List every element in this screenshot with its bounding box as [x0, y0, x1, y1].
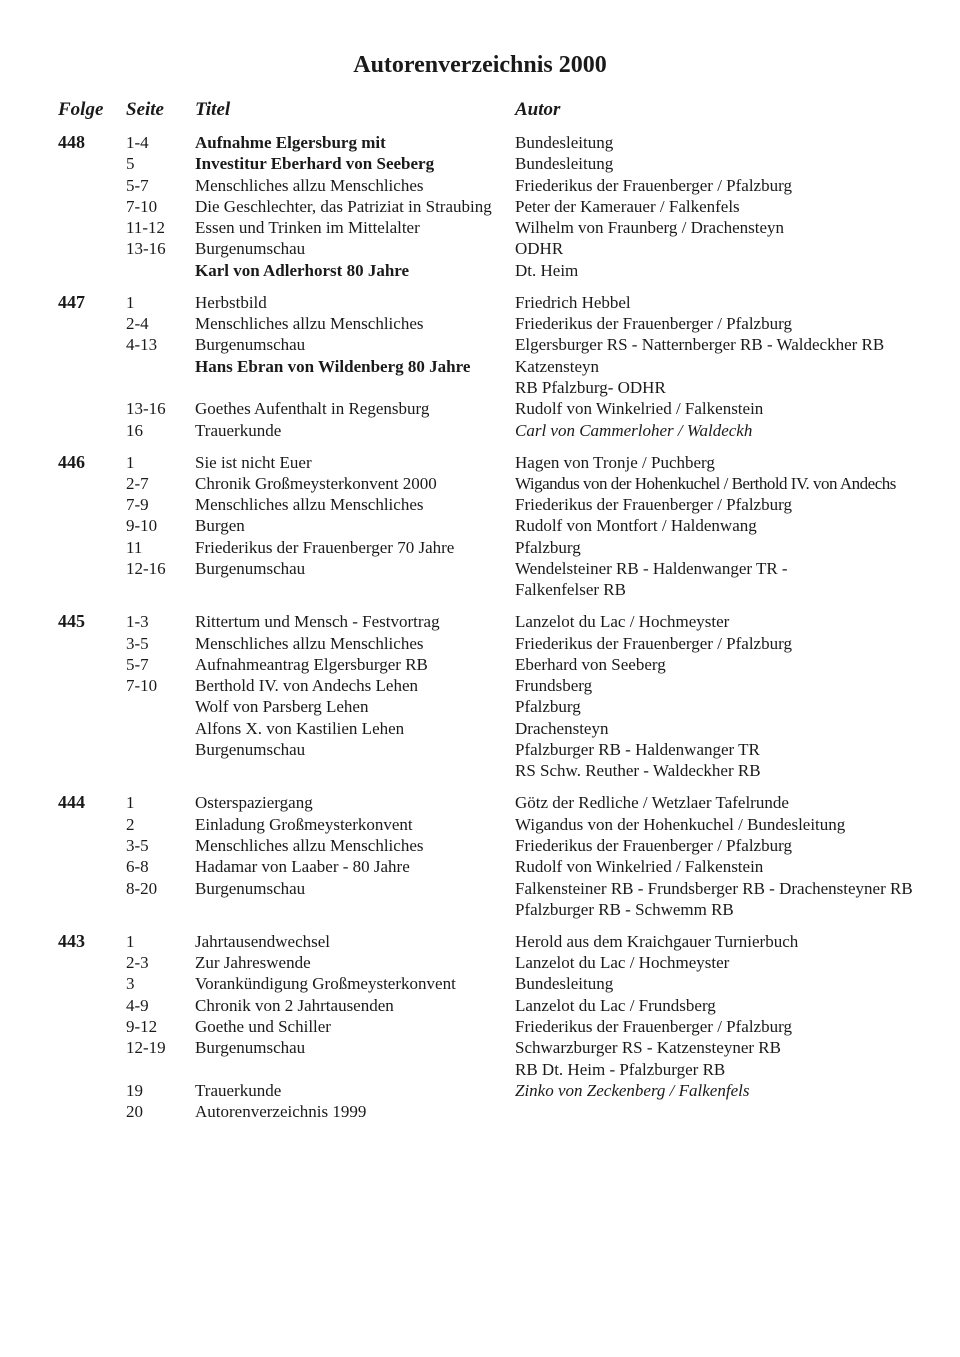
article-author: Wigandus von der Hohenkuchel / Bundesleitung: [515, 814, 846, 834]
article-title: Jahrtausendwechsel: [195, 931, 331, 951]
article-author: Friederikus der Frauenberger / Pfalzburg: [515, 314, 792, 334]
article-title: Menschliches allzu Menschliches: [195, 835, 424, 855]
article-author: Peter der Kamerauer / Falkenfels: [515, 196, 740, 216]
article-author: Rudolf von Winkelried / Falkenstein: [515, 857, 764, 877]
article-author: Dt. Heim: [515, 260, 579, 280]
page-range: 6-8: [126, 857, 149, 877]
table-row: [0, 515, 960, 536]
article-author: Katzensteyn: [515, 356, 600, 376]
article-title: Burgen: [195, 516, 245, 536]
table-row: [0, 739, 960, 760]
issue-group: [0, 931, 960, 1123]
article-author: Lanzelot du Lac / Hochmeyster: [515, 953, 730, 973]
page-range: 2-7: [126, 473, 149, 493]
article-title: Herbstbild: [195, 292, 267, 312]
article-author: Carl von Cammerloher / Waldeckh: [515, 420, 753, 440]
article-author: Friederikus der Frauenberger / Pfalzburg: [515, 175, 792, 195]
article-title: Goethes Aufenthalt in Regensburg: [195, 399, 430, 419]
folge-number: 448: [58, 132, 85, 152]
article-author: Pfalzburger RB - Haldenwanger TR: [515, 740, 760, 760]
page-range: 7-10: [126, 196, 158, 216]
page-range: 1: [126, 793, 135, 813]
article-title: Menschliches allzu Menschliches: [195, 175, 424, 195]
article-title: Menschliches allzu Menschliches: [195, 633, 424, 653]
table-row: [0, 238, 960, 259]
table-row: [0, 132, 960, 153]
page-range: 2: [126, 814, 135, 834]
article-title: Sie ist nicht Euer: [195, 452, 312, 472]
article-title: Trauerkunde: [195, 1080, 282, 1100]
page-range: 1: [126, 931, 135, 951]
article-author: Hagen von Tronje / Puchberg: [515, 452, 715, 472]
table-row: [0, 696, 960, 717]
table-row: [0, 760, 960, 781]
article-author: Rudolf von Montfort / Haldenwang: [515, 516, 757, 536]
issue-group: [0, 611, 960, 781]
page-range: 1-3: [126, 612, 149, 632]
table-row: [0, 260, 960, 281]
table-row: [0, 217, 960, 238]
article-author: Herold aus dem Kraichgauer Turnierbuch: [515, 931, 799, 951]
article-title: Berthold IV. von Andechs Lehen: [195, 676, 419, 696]
table-row: [0, 153, 960, 174]
table-row: [0, 313, 960, 334]
table-row: [0, 558, 960, 579]
table-row: [0, 377, 960, 398]
article-title: Essen und Trinken im Mittelalter: [195, 218, 420, 238]
page-range: 12-16: [126, 559, 166, 579]
article-title: Friederikus der Frauenberger 70 Jahre: [195, 537, 455, 557]
article-author: Bundesleitung: [515, 133, 614, 152]
article-author: Friederikus der Frauenberger / Pfalzburg: [515, 633, 792, 653]
article-author: Wilhelm von Fraunberg / Drachensteyn: [515, 218, 785, 238]
article-title: Hans Ebran von Wildenberg 80 Jahre: [195, 356, 471, 376]
page-range: 5: [126, 154, 135, 174]
table-row: [0, 856, 960, 877]
table-row: [0, 196, 960, 217]
page-range: 13-16: [126, 239, 166, 259]
article-title: Alfons X. von Kastilien Lehen: [195, 718, 405, 738]
article-title: Die Geschlechter, das Patriziat in Straubing: [195, 196, 492, 216]
article-title: Vorankündigung Großmeysterkonvent: [195, 974, 456, 994]
page-range: 3-5: [126, 835, 149, 855]
article-author: Wigandus von der Hohenkuchel / Berthold IV. von Andechs: [515, 473, 896, 493]
table-row: [0, 1037, 960, 1058]
article-title: Autorenverzeichnis 1999: [195, 1102, 367, 1122]
table-row: [0, 420, 960, 441]
article-title: Osterspaziergang: [195, 793, 313, 813]
folge-number: 444: [58, 792, 85, 813]
table-row: [0, 654, 960, 675]
article-title: Wolf von Parsberg Lehen: [195, 697, 369, 717]
page-range: 4-9: [126, 995, 149, 1015]
article-title: Menschliches allzu Menschliches: [195, 314, 424, 334]
header-seite: Seite: [126, 99, 164, 120]
article-title: Burgenumschau: [195, 1038, 306, 1058]
article-title: Zur Jahreswende: [195, 953, 311, 973]
article-author: Friederikus der Frauenberger / Pfalzburg: [515, 1017, 792, 1037]
folge-number: 447: [58, 291, 85, 312]
article-author: Rudolf von Winkelried / Falkenstein: [515, 399, 764, 419]
issue-group: [0, 792, 960, 920]
page-range: 16: [126, 420, 143, 440]
page-range: 5-7: [126, 175, 149, 195]
article-author: Zinko von Zeckenberg / Falkenfels: [515, 1080, 750, 1100]
article-title: Aufnahme Elgersburg mit: [195, 133, 386, 152]
table-row: [0, 675, 960, 696]
table-row: [0, 995, 960, 1016]
article-author: Götz der Redliche / Wetzlaer Tafelrunde: [515, 793, 789, 813]
article-author: Wendelsteiner RB - Haldenwanger TR -: [515, 559, 788, 579]
table-row: [0, 494, 960, 515]
page-range: 11: [126, 537, 143, 557]
table-row: [0, 398, 960, 419]
article-author: RB Pfalzburg- ODHR: [515, 377, 666, 397]
index-list: [0, 132, 960, 1133]
issue-group: [0, 132, 960, 281]
table-row: [0, 356, 960, 377]
page-range: 1-4: [126, 133, 149, 152]
table-row: [0, 1080, 960, 1101]
article-title: Aufnahmeantrag Elgersburger RB: [195, 654, 428, 674]
folge-number: 445: [58, 611, 85, 632]
article-title: Burgenumschau: [195, 335, 306, 355]
article-author: Lanzelot du Lac / Frundsberg: [515, 995, 716, 1015]
page-range: 2-4: [126, 314, 149, 334]
article-title: Chronik Großmeysterkonvent 2000: [195, 473, 437, 493]
table-row: [0, 931, 960, 952]
table-row: [0, 1059, 960, 1080]
article-title: Rittertum und Mensch - Festvortrag: [195, 612, 440, 632]
table-row: [0, 835, 960, 856]
table-row: [0, 973, 960, 994]
page-range: 9-10: [126, 516, 158, 536]
article-title: Karl von Adlerhorst 80 Jahre: [195, 260, 410, 280]
folge-number: 443: [58, 930, 85, 951]
table-row: [0, 1016, 960, 1037]
article-author: Friederikus der Frauenberger / Pfalzburg: [515, 835, 792, 855]
article-author: Friederikus der Frauenberger / Pfalzburg: [515, 495, 792, 515]
article-author: Pfalzburg: [515, 537, 581, 557]
article-author: Falkenfelser RB: [515, 580, 626, 600]
article-title: Goethe und Schiller: [195, 1017, 331, 1037]
table-row: [0, 334, 960, 355]
folge-number: 446: [58, 451, 85, 472]
page-range: 19: [126, 1080, 143, 1100]
page-range: 4-13: [126, 335, 158, 355]
header-titel: Titel: [195, 99, 231, 120]
table-row: [0, 175, 960, 196]
page-range: 20: [126, 1102, 143, 1122]
page-title: Autorenverzeichnis 2000: [353, 52, 607, 78]
article-title: Burgenumschau: [195, 559, 306, 579]
article-author: Schwarzburger RS - Katzensteyner RB: [515, 1038, 781, 1058]
page-range: 8-20: [126, 878, 158, 898]
page-range: 7-10: [126, 676, 158, 696]
page-range: 5-7: [126, 654, 149, 674]
page-range: 1: [126, 452, 135, 472]
issue-group: [0, 452, 960, 601]
article-author: RB Dt. Heim - Pfalzburger RB: [515, 1059, 726, 1079]
issue-group: [0, 292, 960, 441]
table-row: [0, 814, 960, 835]
header-folge: Folge: [58, 99, 104, 120]
table-row: [0, 611, 960, 632]
article-title: Hadamar von Laaber - 80 Jahre: [195, 857, 410, 877]
page-range: 3: [126, 974, 135, 994]
table-row: [0, 579, 960, 600]
table-row: [0, 792, 960, 813]
table-row: [0, 899, 960, 920]
table-row: [0, 718, 960, 739]
article-author: Elgersburger RS - Natternberger RB - Waldeckher RB: [515, 335, 885, 355]
article-title: Burgenumschau: [195, 239, 306, 259]
article-author: Frundsberg: [515, 676, 593, 696]
article-author: Bundesleitung: [515, 974, 614, 994]
article-title: Chronik von 2 Jahrtausenden: [195, 995, 394, 1015]
table-row: [0, 292, 960, 313]
article-title: Einladung Großmeysterkonvent: [195, 814, 413, 834]
page-range: 3-5: [126, 633, 149, 653]
table-row: [0, 633, 960, 654]
table-row: [0, 537, 960, 558]
article-title: Burgenumschau: [195, 740, 306, 760]
table-row: [0, 1101, 960, 1122]
page-range: 9-12: [126, 1017, 158, 1037]
table-row: [0, 952, 960, 973]
article-author: Pfalzburg: [515, 697, 581, 717]
article-author: ODHR: [515, 239, 564, 259]
page-range: 13-16: [126, 399, 166, 419]
table-row: [0, 452, 960, 473]
article-author: Pfalzburger RB - Schwemm RB: [515, 899, 734, 919]
article-author: RS Schw. Reuther - Waldeckher RB: [515, 761, 761, 781]
table-row: [0, 473, 960, 494]
article-title: Burgenumschau: [195, 878, 306, 898]
header-autor: Autor: [515, 99, 561, 120]
page-range: 7-9: [126, 495, 149, 515]
article-author: Falkensteiner RB - Frundsberger RB - Drachensteyner RB: [515, 878, 913, 898]
page-range: 2-3: [126, 953, 149, 973]
article-title: Investitur Eberhard von Seeberg: [195, 154, 435, 174]
article-author: Lanzelot du Lac / Hochmeyster: [515, 612, 730, 632]
article-title: Menschliches allzu Menschliches: [195, 495, 424, 515]
article-author: Bundesleitung: [515, 154, 614, 174]
page-range: 11-12: [126, 218, 166, 238]
article-author: Friedrich Hebbel: [515, 292, 631, 312]
page-range: 1: [126, 292, 135, 312]
article-author: Drachensteyn: [515, 718, 609, 738]
article-author: Eberhard von Seeberg: [515, 654, 666, 674]
table-row: [0, 878, 960, 899]
page-range: 12-19: [126, 1038, 166, 1058]
article-title: Trauerkunde: [195, 420, 282, 440]
